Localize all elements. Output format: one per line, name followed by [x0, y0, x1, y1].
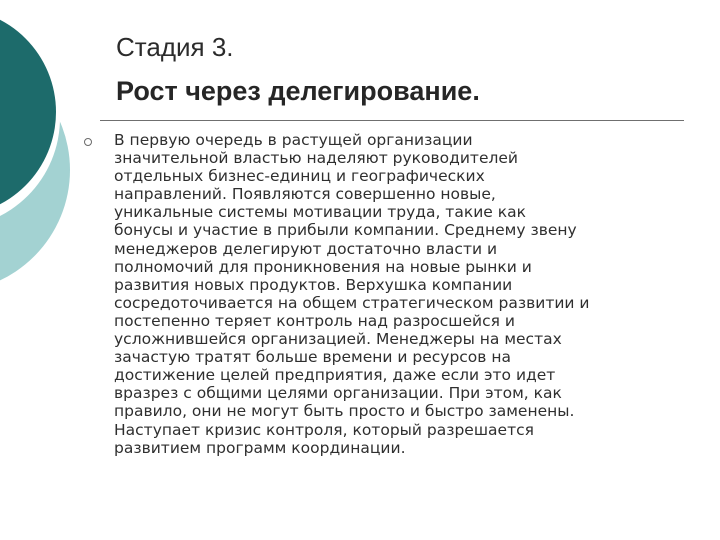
- body-paragraph: В первую очередь в растущей организации значительной властью наделяют руководителей отдельных бизнес-единиц и географических направлений. Появляются совершенно новые, уникальные системы мотивации труда, такие как бонусы и участие в прибыли компании. Среднему звену менеджеров делегируют достаточно власти и полномочий для проникновения на новые рынки и развития новых продуктов. Верхушка компании сосредоточивается на общем стратегическом развитии и постепенно теряет контроль над разросшейся и усложнившейся организацией. Менеджеры на местах зачастую тратят больше времени и ресурсов на достижение целей предприятия, даже если это идет вразрез с общими целями организации. При этом, как правило, они не могут быть просто и быстро заменены. Наступает кризис контроля, который разрешается развитием программ координации.: [114, 131, 590, 457]
- hollow-circle-icon: [84, 138, 92, 146]
- decorative-circles: [0, 0, 120, 300]
- slide-title-heading: Рост через делегирование.: [116, 76, 480, 106]
- slide-title-stage: Стадия 3.: [116, 32, 234, 62]
- title-divider: [100, 120, 684, 121]
